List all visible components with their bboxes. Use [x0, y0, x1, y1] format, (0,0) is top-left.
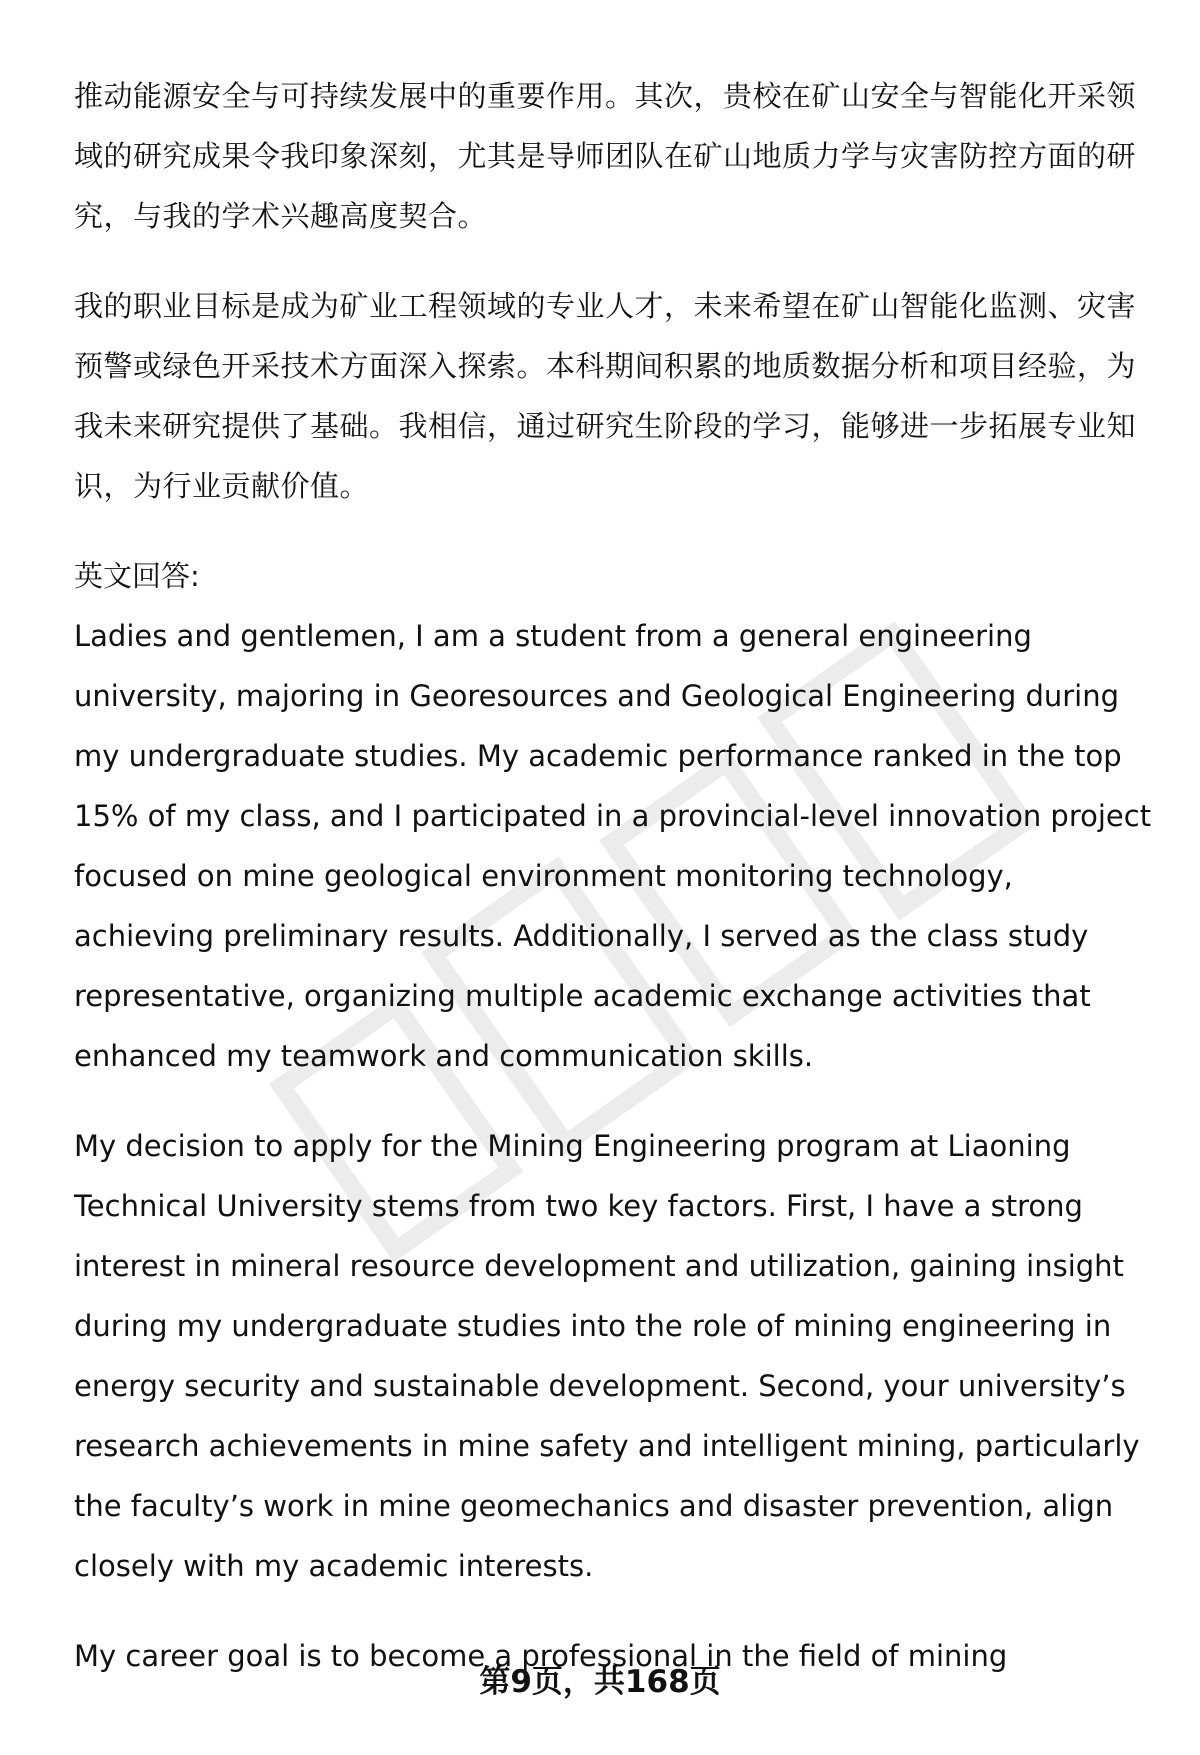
english-paragraph-decision: My decision to apply for the Mining Engineering program at Liaoning Technical University stems from two key factors. First, I have a strong interest in mineral resource development and utilization, gaining insight during my undergraduate studies into the role of mining engineering in energy security and sustainable development. Second, your university’s research achievements in mine safety and intelligent mining, particularly the faculty’s work in mine geomechanics and disaster prevention, align closely with my academic interests.: [74, 1129, 1140, 1583]
chinese-paragraph-continued: 推动能源安全与可持续发展中的重要作用。其次，贵校在矿山安全与智能化开采领域的研究成果令我印象深刻，尤其是导师团队在矿山地质力学与灾害防控方面的研究，与我的学术兴趣高度契合。: [74, 79, 1137, 233]
document-body: [74, 66, 1154, 1686]
english-paragraph-career-goal: My career goal is to become a professional in the field of mining: [74, 1639, 1008, 1673]
page-number: 第9页，共168页: [479, 1664, 721, 1700]
english-paragraph-intro: Ladies and gentlemen, I am a student from a general engineering university, majoring in Georesources and Geological Engineering during my undergraduate studies. My academic performance ranked in the top 15% of my class, and I participated in a provincial-level innovation project focused on mine geological environment monitoring technology, achieving preliminary results. Additionally, I served as the class study representative, organizing multiple academic exchange activities that enhanced my teamwork and communication skills.: [74, 619, 1152, 1073]
chinese-paragraph-career-goal: 我的职业目标是成为矿业工程领域的专业人才，未来希望在矿山智能化监测、灾害预警或绿色开采技术方面深入探索。本科期间积累的地质数据分析和项目经验，为我未来研究提供了基础。我相信，通过研究生阶段的学习，能够进一步拓展专业知识，为行业贡献价值。: [74, 289, 1137, 503]
english-answer-label: 英文回答:: [74, 559, 200, 593]
